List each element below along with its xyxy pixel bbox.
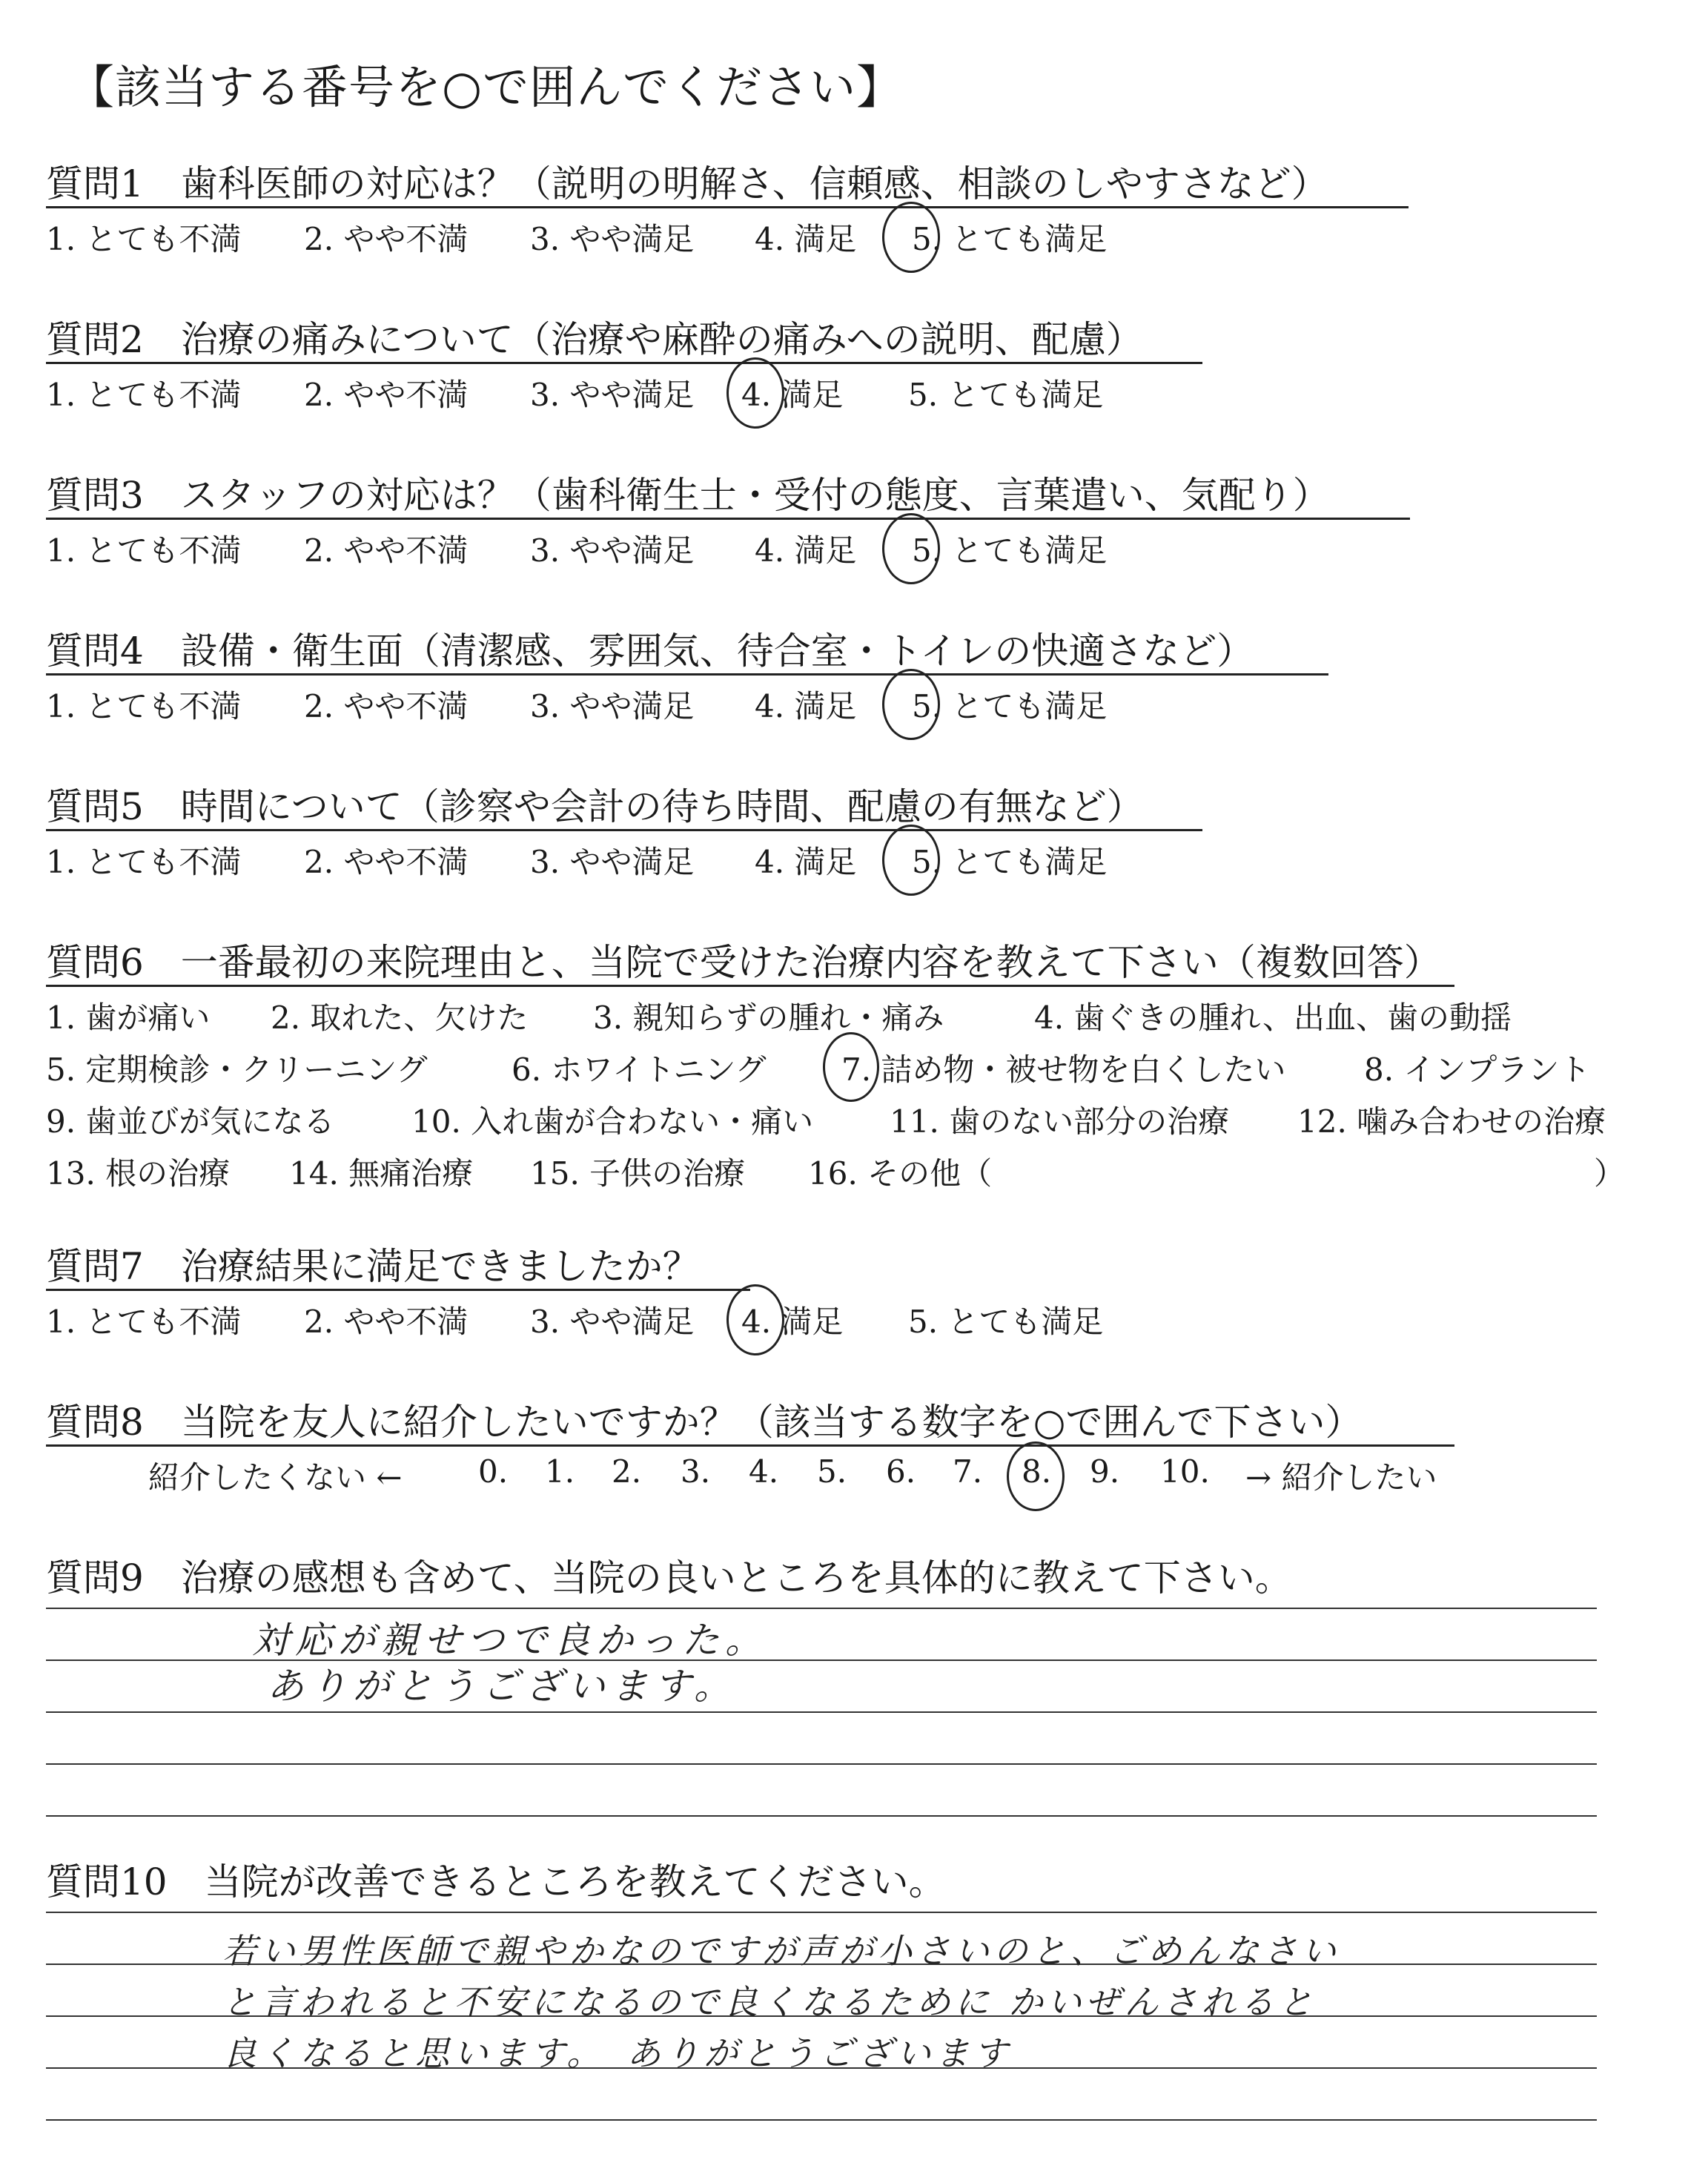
- q9-handwritten-answer-1: 対応が親せつで良かった。: [252, 1619, 768, 1662]
- q5-option-4[interactable]: 4. 満足: [755, 844, 857, 880]
- q8-scale-2[interactable]: 2.: [612, 1453, 642, 1490]
- q5-option-5[interactable]: 5. とても満足: [912, 844, 1108, 880]
- q8-selection-circle: [1007, 1441, 1065, 1511]
- q5-option-3[interactable]: 3. やや満足: [530, 844, 695, 880]
- q6-option-13[interactable]: 13. 根の治療: [46, 1155, 231, 1192]
- q6-option-7[interactable]: 7. 詰め物・被せ物を白くしたい: [841, 1051, 1286, 1088]
- q6-option-8[interactable]: 8. インプラント: [1364, 1051, 1591, 1088]
- q1-selection-circle: [882, 202, 940, 273]
- q8-scale-0[interactable]: 0.: [478, 1453, 509, 1490]
- q2-option-4[interactable]: 4. 満足: [741, 377, 844, 413]
- q1-option-2[interactable]: 2. やや不満: [304, 221, 469, 257]
- q4-option-2[interactable]: 2. やや不満: [304, 688, 469, 724]
- question-1: 質問1 歯科医師の対応は？（説明の明解さ、信頼感、相談のしやすさなど）: [46, 162, 1328, 205]
- q9-answer-line-4: [46, 1763, 1597, 1765]
- q3-option-1[interactable]: 1. とても不満: [46, 532, 242, 569]
- question-1-underline: [46, 206, 1409, 208]
- q3-option-3[interactable]: 3. やや満足: [530, 532, 695, 569]
- q10-answer-line-1: [46, 1912, 1597, 1913]
- q1-option-5[interactable]: 5. とても満足: [912, 221, 1108, 257]
- q4-selection-circle: [882, 669, 940, 740]
- question-3-underline: [46, 518, 1410, 520]
- question-4-underline: [46, 673, 1328, 676]
- q2-option-1[interactable]: 1. とても不満: [46, 377, 242, 413]
- q3-option-2[interactable]: 2. やや不満: [304, 532, 469, 569]
- q9-answer-line-1: [46, 1608, 1597, 1609]
- q9-handwritten-answer-2: ありがとうございます。: [267, 1665, 737, 1708]
- question-10: 質問10 当院が改善できるところを教えてください。: [46, 1860, 946, 1903]
- q1-option-3[interactable]: 3. やや満足: [530, 221, 695, 257]
- q8-scale-5[interactable]: 5.: [817, 1453, 847, 1490]
- q7-option-2[interactable]: 2. やや不満: [304, 1304, 469, 1340]
- question-3: 質問3 スタッフの対応は？（歯科衛生士・受付の態度、言葉遣い、気配り）: [46, 474, 1330, 517]
- q8-scale-1[interactable]: 1.: [545, 1453, 575, 1490]
- question-6: 質問6 一番最初の来院理由と、当院で受けた治療内容を教えて下さい（複数回答）: [46, 941, 1441, 984]
- question-5: 質問5 時間について（診察や会計の待ち時間、配慮の有無など）: [46, 785, 1144, 828]
- q6-option-1[interactable]: 1. 歯が痛い: [46, 1000, 211, 1036]
- q8-scale-6[interactable]: 6.: [886, 1453, 916, 1490]
- question-7: 質問7 治療結果に満足できましたか？: [46, 1245, 700, 1288]
- q4-option-3[interactable]: 3. やや満足: [530, 688, 695, 724]
- q10-handwritten-answer-1: 若い男性医師で親やかなのですが声が小さいのと、ごめんなさい: [222, 1931, 1340, 1971]
- q8-scale-10[interactable]: 10.: [1160, 1453, 1210, 1490]
- q10-answer-line-5: [46, 2119, 1597, 2121]
- q9-answer-line-5: [46, 1815, 1597, 1817]
- q6-other-close-paren: ）: [1594, 1155, 1626, 1192]
- q6-option-12[interactable]: 12. 噛み合わせの治療: [1297, 1103, 1606, 1140]
- question-2: 質問2 治療の痛みについて（治療や麻酔の痛みへの説明、配慮）: [46, 318, 1143, 361]
- q10-handwritten-answer-2: と言われると不安になるので良くなるために かいぜんされると: [222, 1982, 1317, 2022]
- question-9: 質問9 治療の感想も含めて、当院の良いところを具体的に教えて下さい。: [46, 1556, 1292, 1599]
- q8-scale-8[interactable]: 8.: [1022, 1453, 1052, 1490]
- q8-left-label: 紹介したくない ←: [148, 1459, 403, 1496]
- q6-option-9[interactable]: 9. 歯並びが気になる: [46, 1103, 335, 1140]
- q2-selection-circle: [726, 357, 784, 429]
- q5-option-1[interactable]: 1. とても不満: [46, 844, 242, 880]
- q4-option-5[interactable]: 5. とても満足: [912, 688, 1108, 724]
- page-title: 【該当する番号を○で囲んでください】: [68, 60, 904, 114]
- q8-scale-7[interactable]: 7.: [953, 1453, 983, 1490]
- q6-option-14[interactable]: 14. 無痛治療: [289, 1155, 474, 1192]
- question-5-underline: [46, 829, 1202, 831]
- q4-option-4[interactable]: 4. 満足: [755, 688, 857, 724]
- question-7-underline: [46, 1289, 750, 1291]
- question-8-underline: [46, 1444, 1454, 1447]
- q6-option-2[interactable]: 2. 取れた、欠けた: [271, 1000, 529, 1036]
- q7-selection-circle: [726, 1284, 784, 1355]
- q7-option-5[interactable]: 5. とても満足: [908, 1304, 1104, 1340]
- q7-option-4[interactable]: 4. 満足: [741, 1304, 844, 1340]
- q3-option-4[interactable]: 4. 満足: [755, 532, 857, 569]
- q8-scale-3[interactable]: 3.: [681, 1453, 711, 1490]
- q7-option-1[interactable]: 1. とても不満: [46, 1304, 242, 1340]
- q6-option-11[interactable]: 11. 歯のない部分の治療: [890, 1103, 1230, 1140]
- q2-option-3[interactable]: 3. やや満足: [530, 377, 695, 413]
- q6-option-5[interactable]: 5. 定期検診・クリーニング: [46, 1051, 428, 1088]
- q6-option-3[interactable]: 3. 親知らずの腫れ・痛み: [593, 1000, 944, 1036]
- q2-option-5[interactable]: 5. とても満足: [908, 377, 1104, 413]
- q1-option-1[interactable]: 1. とても不満: [46, 221, 242, 257]
- q1-option-4[interactable]: 4. 満足: [755, 221, 857, 257]
- q6-option-16[interactable]: 16. その他（: [808, 1155, 993, 1192]
- q3-selection-circle: [882, 513, 940, 584]
- q7-option-3[interactable]: 3. やや満足: [530, 1304, 695, 1340]
- q9-answer-line-3: [46, 1711, 1597, 1713]
- question-2-underline: [46, 362, 1202, 364]
- question-8: 質問8 当院を友人に紹介したいですか？（該当する数字を○で囲んで下さい）: [46, 1401, 1363, 1444]
- q6-option-6[interactable]: 6. ホワイトニング: [512, 1051, 767, 1088]
- q8-scale-4[interactable]: 4.: [749, 1453, 779, 1490]
- question-6-underline: [46, 985, 1454, 987]
- question-4: 質問4 設備・衛生面（清潔感、雰囲気、待合室・トイレの快適さなど）: [46, 630, 1254, 673]
- q8-right-label: → 紹介したい: [1245, 1459, 1437, 1496]
- q6-option-4[interactable]: 4. 歯ぐきの腫れ、出血、歯の動揺: [1034, 1000, 1512, 1036]
- q10-handwritten-answer-3: 良くなると思います。 ありがとうございます: [222, 2033, 1013, 2073]
- q2-option-2[interactable]: 2. やや不満: [304, 377, 469, 413]
- q6-option-15[interactable]: 15. 子供の治療: [530, 1155, 746, 1192]
- q6-selection-circle: [823, 1032, 879, 1102]
- q5-option-2[interactable]: 2. やや不満: [304, 844, 469, 880]
- q3-option-5[interactable]: 5. とても満足: [912, 532, 1108, 569]
- q5-selection-circle: [882, 825, 940, 896]
- q4-option-1[interactable]: 1. とても不満: [46, 688, 242, 724]
- q6-option-10[interactable]: 10. 入れ歯が合わない・痛い: [411, 1103, 814, 1140]
- q8-scale-9[interactable]: 9.: [1090, 1453, 1120, 1490]
